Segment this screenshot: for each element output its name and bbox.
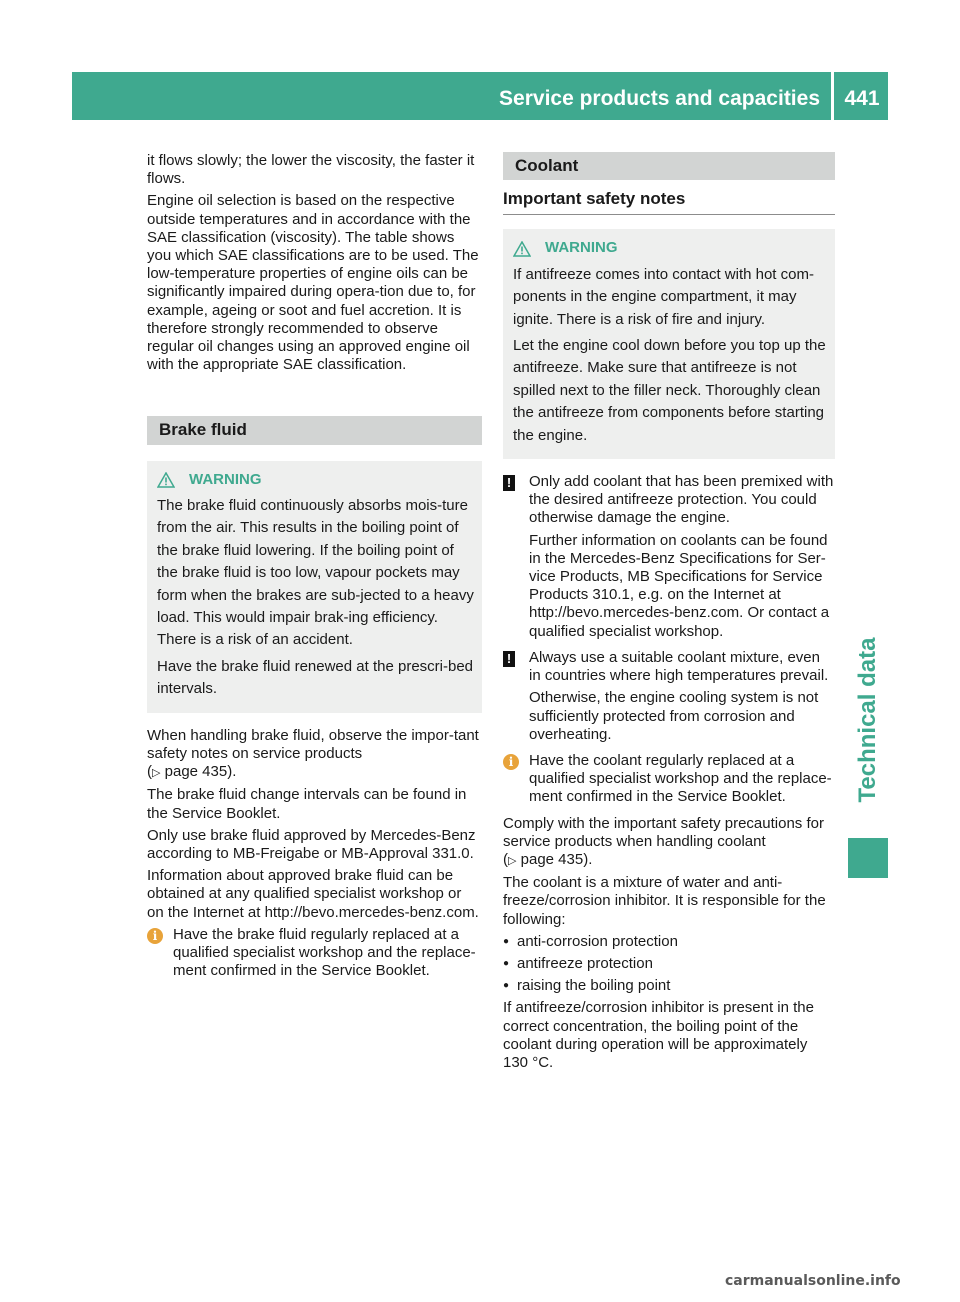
bullet-icon: ● bbox=[503, 980, 510, 992]
list-item: ● anti-corrosion protection bbox=[503, 932, 678, 950]
warning-box bbox=[147, 461, 482, 713]
page-ref-arrow-icon: ▷ bbox=[508, 854, 517, 867]
warning-box bbox=[503, 229, 835, 459]
bullet-icon: ● bbox=[503, 957, 510, 969]
section-heading-coolant: Coolant bbox=[503, 152, 835, 180]
paragraph: Only use brake fluid approved by Mercedes-Benz according to MB-Freigabe or MB-Approval 331.0. bbox=[147, 826, 476, 862]
paragraph: Comply with the important safety precautions for service products when handling coolant (▷ page 435). bbox=[503, 814, 824, 868]
warning-text: Have the brake fluid renewed at the prescri-bed intervals. bbox=[157, 657, 474, 698]
warning-title: WARNING bbox=[157, 469, 474, 491]
page-number: 441 bbox=[844, 87, 880, 110]
info-icon: i bbox=[503, 754, 519, 770]
paragraph: Engine oil selection is based on the respective outside temperatures and in accordance with the SAE classification (viscosity). The table shows you which SAE classifications are to be used. The low-temperature properties of engine oils can be significantly impaired during opera-tion due to, for example, ageing or soot and fuel accretion. It is therefore strongly recommended to observe regular oil changes using an approved engine oil with the appropriate SAE classification. bbox=[147, 192, 479, 374]
exclamation-icon: ! bbox=[503, 475, 515, 491]
page-reference[interactable]: page 435). bbox=[164, 763, 237, 781]
info-icon: i bbox=[147, 928, 163, 944]
subheading-safety-notes: Important safety notes bbox=[503, 180, 835, 215]
warning-text: If antifreeze comes into contact with hot com-ponents in the engine compartment, it may ignite. There is a risk of fire and injury. bbox=[513, 265, 814, 328]
paragraph: Information about approved brake fluid can be obtained at any qualified specialist workshop or on the Internet at http://bevo.mercedes-benz.com. bbox=[147, 867, 479, 921]
list-item: ● antifreeze protection bbox=[503, 954, 653, 972]
left-column bbox=[147, 152, 482, 988]
paragraph: The brake fluid change intervals can be found in the Service Booklet. bbox=[147, 786, 467, 822]
page-section-title: Service products and capacities bbox=[499, 87, 820, 110]
side-tab-label: Technical data bbox=[854, 637, 881, 803]
page-reference[interactable]: page 435). bbox=[520, 850, 593, 868]
list-item: ● raising the boiling point bbox=[503, 977, 671, 995]
exclamation-icon: ! bbox=[503, 651, 515, 667]
warning-text: The brake fluid continuously absorbs mois-ture from the air. This results in the boiling point of the brake fluid lowering. If the boiling point of the brake fluid is too low, vapour pockets may form when the brakes are sub-jected to a heavy load. This would impair brak-ing efficiency. There is a risk of an accident. bbox=[157, 497, 474, 649]
section-heading-brake-fluid: Brake fluid bbox=[147, 416, 482, 444]
right-column bbox=[503, 152, 835, 1076]
bullet-icon: ● bbox=[503, 935, 510, 947]
header-divider bbox=[831, 72, 834, 120]
paragraph: The coolant is a mixture of water and anti-freeze/corrosion inhibitor. It is responsible for the following: bbox=[503, 874, 826, 928]
page-ref-arrow-icon: ▷ bbox=[152, 767, 161, 780]
caution-note: ! Always use a suitable coolant mixture, even in countries where high temperatures prevail. Otherwise, the engine cooling system is not sufficiently protected from corrosion and overheating. bbox=[503, 649, 835, 748]
warning-title: WARNING bbox=[513, 237, 827, 259]
warning-triangle-icon bbox=[157, 472, 175, 488]
side-tab-marker bbox=[848, 838, 888, 878]
paragraph: When handling brake fluid, observe the impor-tant safety notes on service products (▷ page 435). bbox=[147, 726, 479, 781]
info-note: i Have the brake fluid regularly replaced at a qualified specialist workshop and the replace-ment confirmed in the Service Booklet. bbox=[147, 926, 482, 985]
info-note: i Have the coolant regularly replaced at a qualified specialist workshop and the replace-ment confirmed in the Service Booklet. bbox=[503, 752, 835, 811]
warning-triangle-icon bbox=[513, 241, 531, 257]
paragraph: it flows slowly; the lower the viscosity, the faster it flows. bbox=[147, 152, 475, 188]
watermark: carmanualsonline.info bbox=[725, 1273, 901, 1289]
paragraph: If antifreeze/corrosion inhibitor is present in the correct concentration, the boiling point of the coolant during operation will be approximately 130 °C. bbox=[503, 999, 814, 1071]
caution-note: ! Only add coolant that has been premixed with the desired antifreeze protection. You could otherwise damage the engine. Further information on coolants can be found in the Mercedes-Benz Specifications for Ser-vice Products, MB Specifications for Service Products 310.1, e.g. on the Internet at http://bevo.mercedes-benz.com. Or contact a qualified specialist workshop. bbox=[503, 473, 835, 645]
warning-text: Let the engine cool down before you top up the antifreeze. Make sure that antifreeze is not spilled next to the filler neck. Thoroughly clean the antifreeze from components before starting the engine. bbox=[513, 337, 826, 444]
